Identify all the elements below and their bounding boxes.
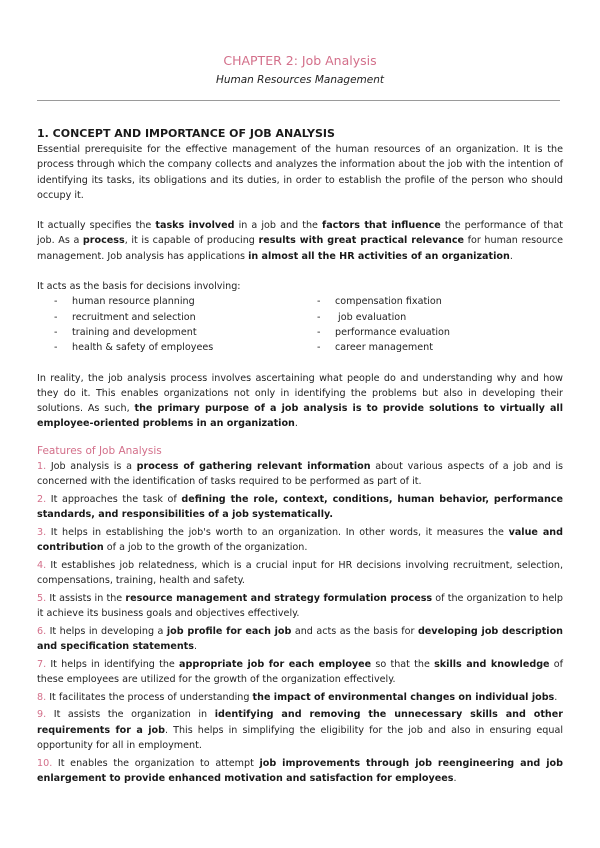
section-heading: 1. CONCEPT AND IMPORTANCE OF JOB ANALYSIS (37, 127, 335, 140)
basis-list-left (37, 294, 300, 355)
feature-text: . (554, 691, 558, 703)
feature-item (37, 657, 563, 688)
feature-bold-text: resource management and strategy formulation process (125, 592, 433, 604)
basis-list-item (300, 340, 563, 355)
feature-text: It assists the organization in (46, 709, 215, 721)
features-heading: Features of Job Analysis (37, 444, 162, 457)
feature-item (37, 591, 563, 622)
feature-text: It helps in identifying the (46, 658, 180, 670)
bullet-dash: - (54, 326, 58, 338)
feature-bold-text: defining the role, context, conditions, human behavior, performance standards, and responsibilities of a job systematically. (37, 493, 564, 521)
feature-number: 5. (37, 592, 47, 604)
basis-item-text: training and development (72, 326, 197, 338)
basis-list-right (300, 294, 563, 355)
feature-bold-text: job improvements through job reengineering and job enlargement to provide enhanced motivation and satisfaction for employees (37, 757, 563, 784)
feature-item (37, 690, 563, 705)
feature-text: It facilitates the process of understanding (46, 691, 253, 703)
basis-item-text: health & safety of employees (72, 342, 214, 354)
paragraph-intro: Essential prerequisite for the effective management of the human resources of an organization. It is the process through which the company collects and analyzes the information about the job with the intention of identifying its tasks, its obligations and its duties, in order to establish the profile of the person who should occupy it. (37, 144, 563, 201)
feature-number: 6. (37, 625, 47, 637)
feature-number: 9. (37, 709, 47, 721)
paragraph-reality: In reality, the job analysis process involves ascertaining what people do and understanding why and how they do it. This enables organizations not only in identifying the problems but also in developing their solutions. As such, the primary purpose of a job analysis is to provide solutions to virtually all employee-oriented problems in an organization. (37, 372, 564, 430)
basis-list (37, 294, 563, 355)
paragraph-specifies: It actually specifies the tasks involved in a job and the factors that influence the performance of that job. As a process, it is capable of producing results with great practical relevance for human resource management. Job analysis has applications in almost all the HR activities of an organization. (37, 220, 563, 262)
basis-item-text: compensation fixation (335, 296, 442, 308)
feature-item (37, 756, 563, 787)
feature-number: 3. (37, 526, 47, 538)
feature-item (37, 624, 563, 655)
basis-intro: It acts as the basis for decisions involving: (37, 281, 241, 293)
bullet-dash: - (54, 296, 58, 308)
header-divider (37, 100, 560, 101)
document-body (37, 126, 563, 789)
feature-text: . (453, 772, 457, 784)
basis-list-item (300, 325, 563, 340)
basis-item-text: recruitment and selection (72, 311, 196, 323)
feature-text: of the organization to help it achieve its business goals and objectives effectively. (37, 592, 563, 619)
feature-number: 2. (37, 493, 47, 505)
basis-item-text: career management (335, 342, 433, 354)
feature-text: It approaches the task of (46, 493, 182, 505)
feature-text: It assists in the (46, 592, 126, 604)
feature-text: Job analysis is a (46, 460, 137, 472)
feature-bold-text: developing job description and specification statements (37, 625, 563, 652)
feature-item (37, 492, 563, 523)
feature-bold-text: value and contribution (37, 526, 563, 554)
basis-list-item (37, 325, 300, 340)
bullet-dash: - (317, 326, 321, 338)
feature-bold-text: process of gathering relevant information (136, 460, 371, 472)
feature-text: It establishes job relatedness, which is a crucial input for HR decisions involving recruitment, selection, compensations, training, health and safety. (37, 559, 563, 586)
basis-list-item (37, 340, 300, 355)
feature-text: It helps in developing a (46, 625, 167, 637)
basis-item-text: performance evaluation (335, 326, 450, 338)
feature-text: . This helps in simplifying the eligibility for the job and also in ensuring equal opportunity for all in employment. (37, 724, 563, 751)
feature-text: so that the (371, 658, 435, 670)
bullet-dash: - (317, 311, 321, 323)
feature-bold-text: appropriate job for each employee (179, 658, 372, 670)
feature-item (37, 558, 563, 589)
feature-item (37, 525, 563, 556)
bullet-dash: - (317, 342, 321, 354)
basis-list-item (300, 310, 563, 325)
basis-item-text: human resource planning (72, 296, 195, 308)
feature-number: 7. (37, 658, 47, 670)
bullet-dash: - (54, 311, 58, 323)
feature-text: It helps in establishing the job's worth to an organization. In other words, it measures the (46, 526, 509, 538)
basis-list-item (37, 310, 300, 325)
feature-bold-text: the impact of environmental changes on individual jobs (252, 691, 555, 703)
feature-number: 4. (37, 559, 47, 571)
feature-text: and acts as the basis for (291, 625, 418, 637)
feature-item (37, 707, 563, 753)
feature-bold-text: job profile for each job (166, 625, 292, 637)
basis-list-item (37, 294, 300, 309)
features-list (37, 459, 563, 786)
feature-number: 1. (37, 460, 47, 472)
feature-number: 8. (37, 691, 47, 703)
feature-text: about various aspects of a job and is concerned with the identification of tasks required to be performed as part of it. (37, 460, 564, 488)
feature-bold-text: identifying and removing the unnecessary skills and other requirements for a job (37, 709, 563, 736)
document-subtitle: Human Resources Management (215, 74, 385, 86)
feature-text: of a job to the growth of the organization. (103, 542, 308, 554)
basis-list-item (300, 294, 563, 309)
feature-text: It enables the organization to attempt (52, 757, 260, 769)
basis-item-text: job evaluation (335, 311, 407, 323)
feature-number: 10. (37, 757, 53, 769)
feature-bold-text: skills and knowledge (434, 658, 550, 670)
feature-text: of these employees are utilized for the growth of the organization effectively. (37, 658, 564, 685)
feature-item (37, 459, 563, 490)
bullet-dash: - (317, 296, 321, 308)
bullet-dash: - (54, 342, 58, 354)
chapter-title: CHAPTER 2: Job Analysis (223, 53, 377, 68)
feature-text: . (193, 640, 198, 652)
